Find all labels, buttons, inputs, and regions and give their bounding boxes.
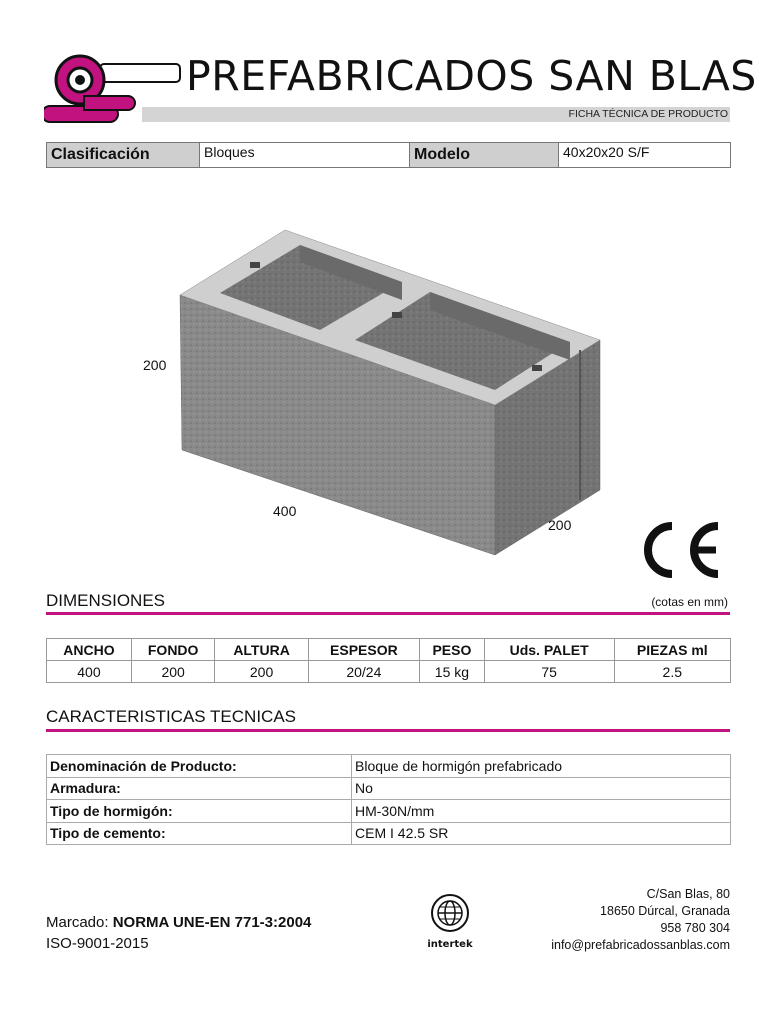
company-address (551, 886, 730, 954)
dim-header: ALTURA (215, 639, 308, 661)
dimensiones-divider (46, 612, 730, 615)
intertek-certification-icon (424, 893, 480, 953)
dim-header: Uds. PALET (484, 639, 614, 661)
dimensions-header-row (47, 639, 731, 661)
characteristic-label: Tipo de cemento: (47, 822, 352, 845)
dim-value: 200 (215, 661, 308, 683)
classification-table (46, 142, 731, 168)
characteristics-table (46, 754, 731, 845)
ficha-subtitle: FICHA TÉCNICA DE PRODUCTO (568, 108, 728, 120)
characteristic-label: Armadura: (47, 777, 352, 800)
company-name: PREFABRICADOS SAN BLAS (186, 52, 757, 100)
dim-value: 75 (484, 661, 614, 683)
address-line: C/San Blas, 80 (646, 887, 730, 901)
dim-value: 15 kg (420, 661, 485, 683)
characteristic-value: HM-30N/mm (352, 800, 731, 823)
modelo-value: 40x20x20 S/F (559, 143, 731, 168)
ficha-bar (142, 107, 730, 122)
dim-header: ESPESOR (308, 639, 419, 661)
dim-value: 400 (47, 661, 132, 683)
clasificacion-label: Clasificación (47, 143, 200, 168)
svg-text:intertek: intertek (427, 939, 473, 950)
length-dimension-label: 400 (273, 503, 297, 519)
characteristic-value: Bloque de hormigón prefabricado (352, 755, 731, 778)
email-address[interactable]: info@prefabricadossanblas.com (551, 938, 730, 952)
clasificacion-value: Bloques (200, 143, 410, 168)
characteristic-label: Tipo de hormigón: (47, 800, 352, 823)
modelo-label: Modelo (410, 143, 559, 168)
table-row (47, 755, 731, 778)
caracteristicas-divider (46, 729, 730, 732)
concrete-block-illustration (130, 200, 630, 570)
dimensiones-title: DIMENSIONES (46, 591, 166, 610)
phone-number: 958 780 304 (660, 921, 730, 935)
dimensions-value-row (47, 661, 731, 683)
marcado-norma: NORMA UNE-EN 771-3:2004 (112, 914, 312, 931)
characteristic-value: CEM I 42.5 SR (352, 822, 731, 845)
iso-text: ISO-9001-2015 (46, 935, 149, 952)
depth-dimension-label: 200 (548, 517, 572, 533)
dim-header: ANCHO (47, 639, 132, 661)
height-dimension-label: 200 (143, 357, 167, 373)
characteristic-value: No (352, 777, 731, 800)
address-line: 18650 Dúrcal, Granada (600, 904, 730, 918)
table-row (47, 822, 731, 845)
dim-header: PESO (420, 639, 485, 661)
table-row (47, 800, 731, 823)
dim-header: FONDO (131, 639, 215, 661)
dimensions-table (46, 638, 731, 683)
dim-value: 2.5 (614, 661, 730, 683)
characteristic-label: Denominación de Producto: (47, 755, 352, 778)
table-row (47, 777, 731, 800)
caracteristicas-title: CARACTERISTICAS TECNICAS (46, 707, 297, 726)
marcado-block (46, 912, 311, 954)
ce-mark-icon (638, 520, 722, 580)
marcado-label: Marcado: (46, 914, 109, 931)
dim-header: PIEZAS ml (614, 639, 730, 661)
svg-text:CE: CE (638, 520, 640, 521)
dim-value: 20/24 (308, 661, 419, 683)
cotas-note: (cotas en mm) (651, 595, 728, 609)
dim-value: 200 (131, 661, 215, 683)
